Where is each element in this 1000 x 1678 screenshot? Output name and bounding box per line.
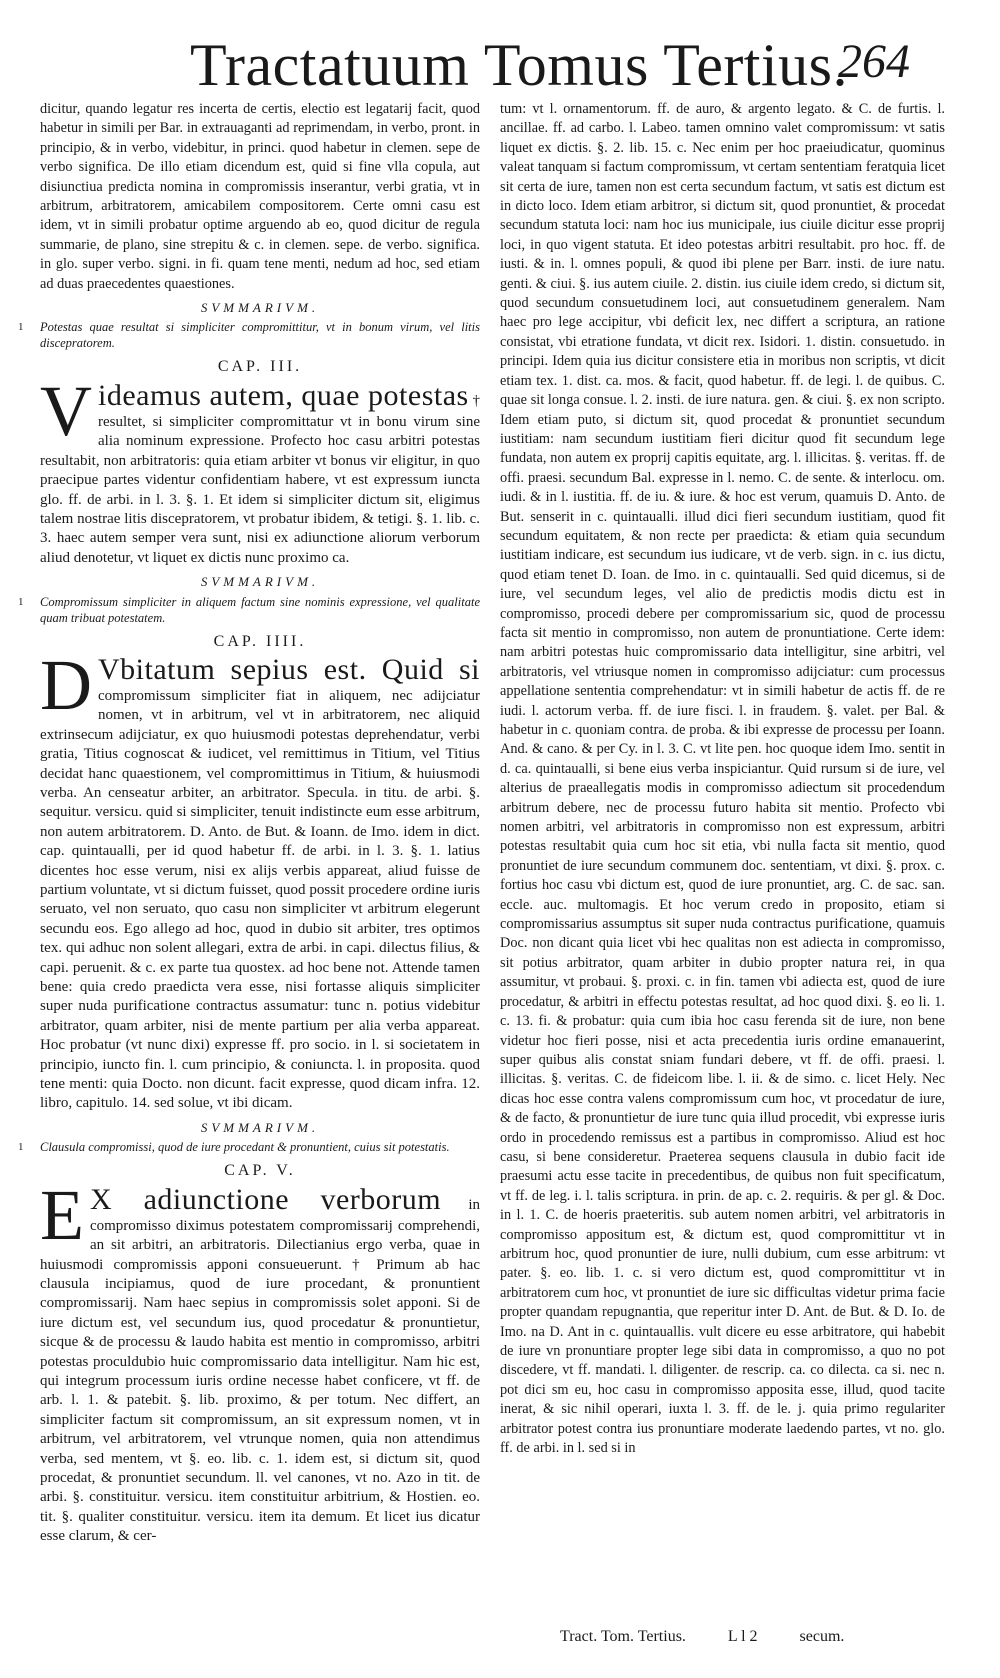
intro-paragraph: dicitur, quando legatur res incerta de certis, electio est legatarij facit, quod habetur in simili per Bar. in extrauaganti ad reprimendam, in verbo, pront. in principio, & in verbo, videbitur, in princi. quod habetur in clemen. sepe de verbo significa. De illo etiam dicendum est, quid si fine vlla copula, aut disiunctiua predicta nomina in compromissis inserantur, verbi gratia, vt in arbitrum, arbitratorem, amicabilem compositorem. Certe omni casu est idem, vt in simili probatur optime arguendo ab eo, quod dicitur de regula summarie, de plano, sine strepitu & c. in clemen. sepe. de verbo. significa. in glo. super verbo. signi. in fi. quam tene menti, nedum ad hoc, sed etiam ad duas praecedentes quaestiones. bbox=[40, 101, 480, 292]
chapter-heading: CAP. IIII. bbox=[213, 632, 307, 650]
summarium-note bbox=[18, 319, 480, 351]
running-title: Tractatuum Tomus Tertius. bbox=[190, 32, 848, 98]
right-column bbox=[500, 100, 945, 1458]
catchword: secum. bbox=[799, 1628, 845, 1645]
chapter-heading: CAP. III. bbox=[217, 358, 303, 376]
running-foot: Tract. Tom. Tertius. bbox=[560, 1628, 686, 1645]
summarium-note bbox=[18, 594, 480, 626]
page-footer bbox=[560, 1628, 882, 1646]
right-column-text: tum: vt l. ornamentorum. ff. de auro, & argento legato. & C. de furtis. l. ancillae. ff. ad carbo. l. Labeo. tamen omnino valet compromissum: vt satis liquet ex dictis. §. 2. lib. 15. c. Nec enim per hoc praeiudicatur, quominus valeat tanquam si factum compromissum, vt certam sententiam feratquia licet sit certa de iure, tamen non est certa secundum factum, vt satis est dictum est in dicto loco. Idem etiam arbitror, si dictum sit, quod pronuntiet, & procedat secundum statuta loci: nam hoc ius municipale, ius ciuile dicitur esse proprij loci, in quo vigent statuta. Et ideo potestas arbitri resultabit. pro hoc. ff. de iusti. & in. l. omnes populi, & quod ibi plene per Barr. insti. de iure natu. genti. & ciui. §. ius autem ciuile. 2. distin. ius ciuile idem credo, si dictum sit, quod secundum consuetudinem loci, aut consuetudinem generalem. Nam haec pro lege accipitur, vbi deficit lex, nec differt a scriptura, an ratione consistat, vbi etratione fundata, vt dicit rex. Isidori. 1. distin. consuetudo. in principi. Idem quia ius dicitur consistere etia in moribus non scriptis, vt dicit etiam tex. 1. dist. ca. mos. & facit, quod habetur. ff. de legi. l. de quibus. C. quae sit longa consue. l. 2. insti. de iure natura. gen. & ciui. §. ex non scripto. Idem etiam puto, si dictum sit, quod procedat & pronuntiet secundum iustitiam: nam secundum iustitiam fieri dicitur quod fit secundum lege fundata, non autem ex proprij capitis equitate, arg. l. illicitas. §. veritas. ff. de offi. praesi. secundum Bal. expresse in l. nemo. C. de sente. & interlocu. om. iudi. & in l. iustitia. ff. de iu. & iure. & hoc est verum, quamuis D. Anto. de But. senserit in c. quintaualli. illud dici fieri secundum iustitiam, quod fit secundum equitatem, & non recte per praedicta: & etiam quia secundum iustitiam indicare, est secundum ius iudicare, vt de verb. sign. in c. ius dictu, quod etiam tenet D. Ioan. de Imo. in c. quintaualli. Sed quid dicemus, si de iure, vel secundum leges, vel alio de predictis modis dictu est in compromisso, procedi debere per compromissarium sic, quod de processu facta sit mentio in compromisso, non autem de pronuntiatione. Certe idem: nam arbitri potestas huic compromissario data intelligitur, sine arbitri, vel arbitratoris, vel vtriusque nomen in compromisso adijciatur: cum processus appellatione sententia comprehendatur: vt in simili habetur de actis ff. de re iudi. l. actorum verba. ff. de iure fisci. l. in fraudem. §. valet. per Bal. & habetur in c. quoniam contra. de proba. & ibi expresse de processu per Ioann. And. & cano. & per Cy. in l. 3. C. vt lite pen. hoc quoque idem Imo. sentit in d. ca. quintaualli, si bene eius verba inspiciantur. Quid rursum si de iure, vel alterius de praeallegatis modis in compromisso adiectum sit procedendum arbitrum debere, nec de processu futuro habita sit mentio. Profecto vbi nomen arbitri, vel arbitratoris in compromisso non est expressum, arbitri potestas resultabit quia cum hoc sit etia, vbi nulla facta sit mentio, quod pronuntiet de iure secundum communem doc. sententiam, vt dixi. §. prox. c. fortius hoc casu vbi dictum est, quod de iure pronuntiet, arg. C. de sac. san. eccle. auc. multomagis. Et hoc verum credo in proposito, etiam si compromissarius assumptus sit super nuda contractus purificatione, quamuis Doc. non dicant quia licet vbi hec qualitas non est adiecta in compromisso, sit potius arbitrator, quam arbiter in dubio propter natura rei, in qua assumitur, vt probaui. §. proxi. c. in fin. tamen vbi adiecta est, quod de iure procedatur, & arbitri in effectu potestas resultat, ad hoc quod dixi. §. eo li. 1. c. 13. fi. & probatur: quia cum ibia hoc casu ferenda sit de iure, non bene videtur hoc fieri posse, nisi et acta precedentia iuris ordine emanauerint, super quibus alis constat sniam fundari debere, vt ff. de offi. praesi. l. illicitas. §. veritas. C. de fideicom libe. l. ii. & de simo. c. licet Hely. Nec dicas hoc esse contra valens compromissum cum hoc, vt procedatur de iure, & de facto, & pronuntietur de iure tunc quia illud procedit, vbi expresse iuris ordo in procedendo remissus est a partibus in compromisso. Aliud est hoc casu, si bene consideretur. Praeterea sequens clausula in dubio facit ide praesumi actu esse tacite in precedentibus, de quibus non fuit specificatum, vt ff. de leg. i. l. talis scriptura. in prin. de ap. c. 2. requiris. & per gl. & Doc. in l. 1. C. de hoeris praeteritis. sub autem nomen arbitri, vel arbitratoris in compromisso appositum est, & dictum est, quod compromittitur vt in arbitrum hoc, quod pronuntier de iure, nulli dubium, cum esse arbitrum: vt pater. §. eo. lib. 1. c. si vero dictum est, quod compromittitur vt in arbitratorem cum hoc, vt pronuntiet de iure sic difficultas videtur prima facie propter quandam repugnantia, que reperitur inter D. Ant. de But. & D. Io. de Imo. na D. Ant in c. quintauallis. vult dicere eu esse arbitratore, qui habebit de iure vn pronuntiare propter lege sibi data in compromisso, a quo no pot discedere, vt ff. mandati. l. diligenter. de rescrip. ca. co dilecta. ca si. nec n. pot dici sm eu, hoc casu in compromisso apposita esse, illud, quod tacite inerat, & sic nihil operari, iuxta l. 3. ff. de le. j. quia primo regulariter arbitrator potest contra ius pronuntiare moderate laedendo partes, vt no. glo. ff. de arbi. in l. sed si in bbox=[500, 101, 945, 1457]
margin-marker: 1 bbox=[18, 1141, 24, 1154]
margin-marker: 1 bbox=[18, 321, 24, 334]
chapter-paragraph bbox=[40, 1174, 481, 1547]
chapter-paragraph bbox=[40, 644, 480, 1114]
summarium-heading: SVMMARIVM. bbox=[200, 300, 320, 316]
page-number: 264 bbox=[838, 35, 910, 88]
summarium-text: Clausula compromissi, quod de iure procedant & pronuntient, cuius sit potestatis. bbox=[40, 1140, 450, 1155]
chapter-text: † resultet, si simpliciter compromittatur vt in bonu virum sine alia nominum expressione. Profecto hoc casu arbitri potestas resultabit, non arbitratoris: quia etiam arbiter vt bonus vir eligitur, in quo praecipue partes videntur confidentiam habere, vt est expressum iuncta glo. ff. de arbi. in l. 3. §. 1. Et idem si simpliciter dictum sit, eligimus talem nostrae litis discepratorem, vt probatur ibidem, & tetigi. §. 1. lib. c. 3. haec autem semper vera sunt, nisi ex adiunctione aliorum verborum aliud denotetur, vt liquet ex dictis nunc proximo ca. bbox=[40, 392, 480, 566]
chapter-text: in compromisso diximus potestatem compromissarij comprehendi, an sit arbitri, an arbitratoris. Dilectianius ergo verba, quae in huiusmodi compromissis apponi consueuerunt. † Primum ab hac clausula incipiamus, quod de iure procedant, & pronuntient compromissarij. Nam haec sepius in compromissis solet apponi. Si de iure dictum est, vel secundum ius, quod procedatur & pronuntietur, sicque & de processu & laudo habita est mentio in compromisso, arbitri potestas proculdubio huic compromissario data intelligitur. Nam hic est, qui integrum processum iuris ordine necesse habet conficere, vt ff. de arb. l. 1. & patebit. §. lib. proximo, & per totum. Nec differt, an simpliciter factum sit compromissum, an sit expressum nomen, vt in arbitrum, vel arbitratorem, vel vtrunque nomen, quia non attendimus verba, sed mentem, vt §. eo. lib. c. 1. idem est, si dictum sit, quod procedat, & pronuntiet secundum. ll. vel canones, vt no. Azo in tit. de arbi. §. constituitur. versicu. item constituitur arbitrium, & Hostien. eo. tit. §. qualiter constituitur. versicu. item ita demum. Et licet ius dicatur esse clarum, & cer- bbox=[40, 1196, 481, 1545]
margin-marker: 1 bbox=[18, 595, 24, 608]
summarium-note bbox=[18, 1139, 480, 1155]
summarium-text: Potestas quae resultat si simpliciter compromittitur, vt in bonum virum, vel litis discepratorem. bbox=[40, 320, 480, 351]
signature-mark: L l 2 bbox=[727, 1628, 758, 1645]
chapter-text: compromissum simpliciter fiat in aliquem, nec adijciatur nomen, vt in arbitrum, vel vt in arbitratorem, nec aliquid extrinsecum adijciatur, ex quo huiusmodi potestas deprehendatur, verbi gratia, Titius cognoscat & iudicet, vel remittimus in Titium, vel Titius decidat hanc quaestionem, vel compromittimus in Titium, & huiusmodi verba. An censeatur arbiter, an arbitrator. Specula. in titu. de arbi. §. sequitur. versicu. quid si simpliciter, tenuit indistincte eum esse arbitrum, non autem arbitratorem. D. Anto. de But. & Ioann. de Imo. idem in dict. cap. quintaualli, per id quod habetur ff. de arbi. in l. 3. §. 1. latius dicentes hoc esse verum, nisi ex alijs verbis appareat, aliud fuisse de partium voluntate, vt si dictum fuisset, quod possit procedere ordine iuris seruato, vel non seruato, quo casu non simpliciter vt arbitrum elegerunt secundu eos. Ego allego ad hoc, quod in dubio sit arbiter, tres optimos tex. qui adhuc non solent allegari, extra de arbi. in capi. dilectus filius, & capi. peruenit. & c. ex parte tua quostex. ad hoc bene not. Attende tamen bene: quia credo praedicta vera esse, nisi fortasse aliquis simpliciter super nuda purificatione contractus assumatur: tunc n. potius videbitur arbitrator, quam arbiter, nisi de mente partium per alia verba appareat. Hoc probatur (vt nunc dixi) expresse ff. pro socio. in l. si societatem in principio, iuncto fin. l. cum principio, & coniuncta. l. in proposita. quod tene menti: quia Docto. non dicunt. facit expresse, quod dicam infra. 12. libro, capitulo. 14. sed solue, vt ibi dicam. bbox=[40, 687, 480, 1112]
summarium-heading: SVMMARIVM. bbox=[200, 574, 320, 590]
summarium-text: Compromissum simpliciter in aliquem factum sine nominis expressione, vel qualitate quam tribuat potestatem. bbox=[40, 594, 480, 625]
chapter-lead: X adiunctione verborum bbox=[89, 1182, 442, 1216]
left-column bbox=[18, 100, 481, 1547]
summarium-heading: SVMMARIVM. bbox=[200, 1119, 320, 1135]
drop-cap: E bbox=[40, 1174, 84, 1255]
chapter-lead: Vbitatum sepius est. Quid si bbox=[98, 652, 480, 686]
drop-cap: V bbox=[40, 370, 92, 451]
chapter-heading: CAP. V. bbox=[224, 1162, 296, 1180]
drop-cap: D bbox=[40, 644, 92, 725]
chapter-lead: ideamus autem, quae potestas bbox=[98, 378, 469, 412]
chapter-paragraph bbox=[40, 370, 480, 568]
